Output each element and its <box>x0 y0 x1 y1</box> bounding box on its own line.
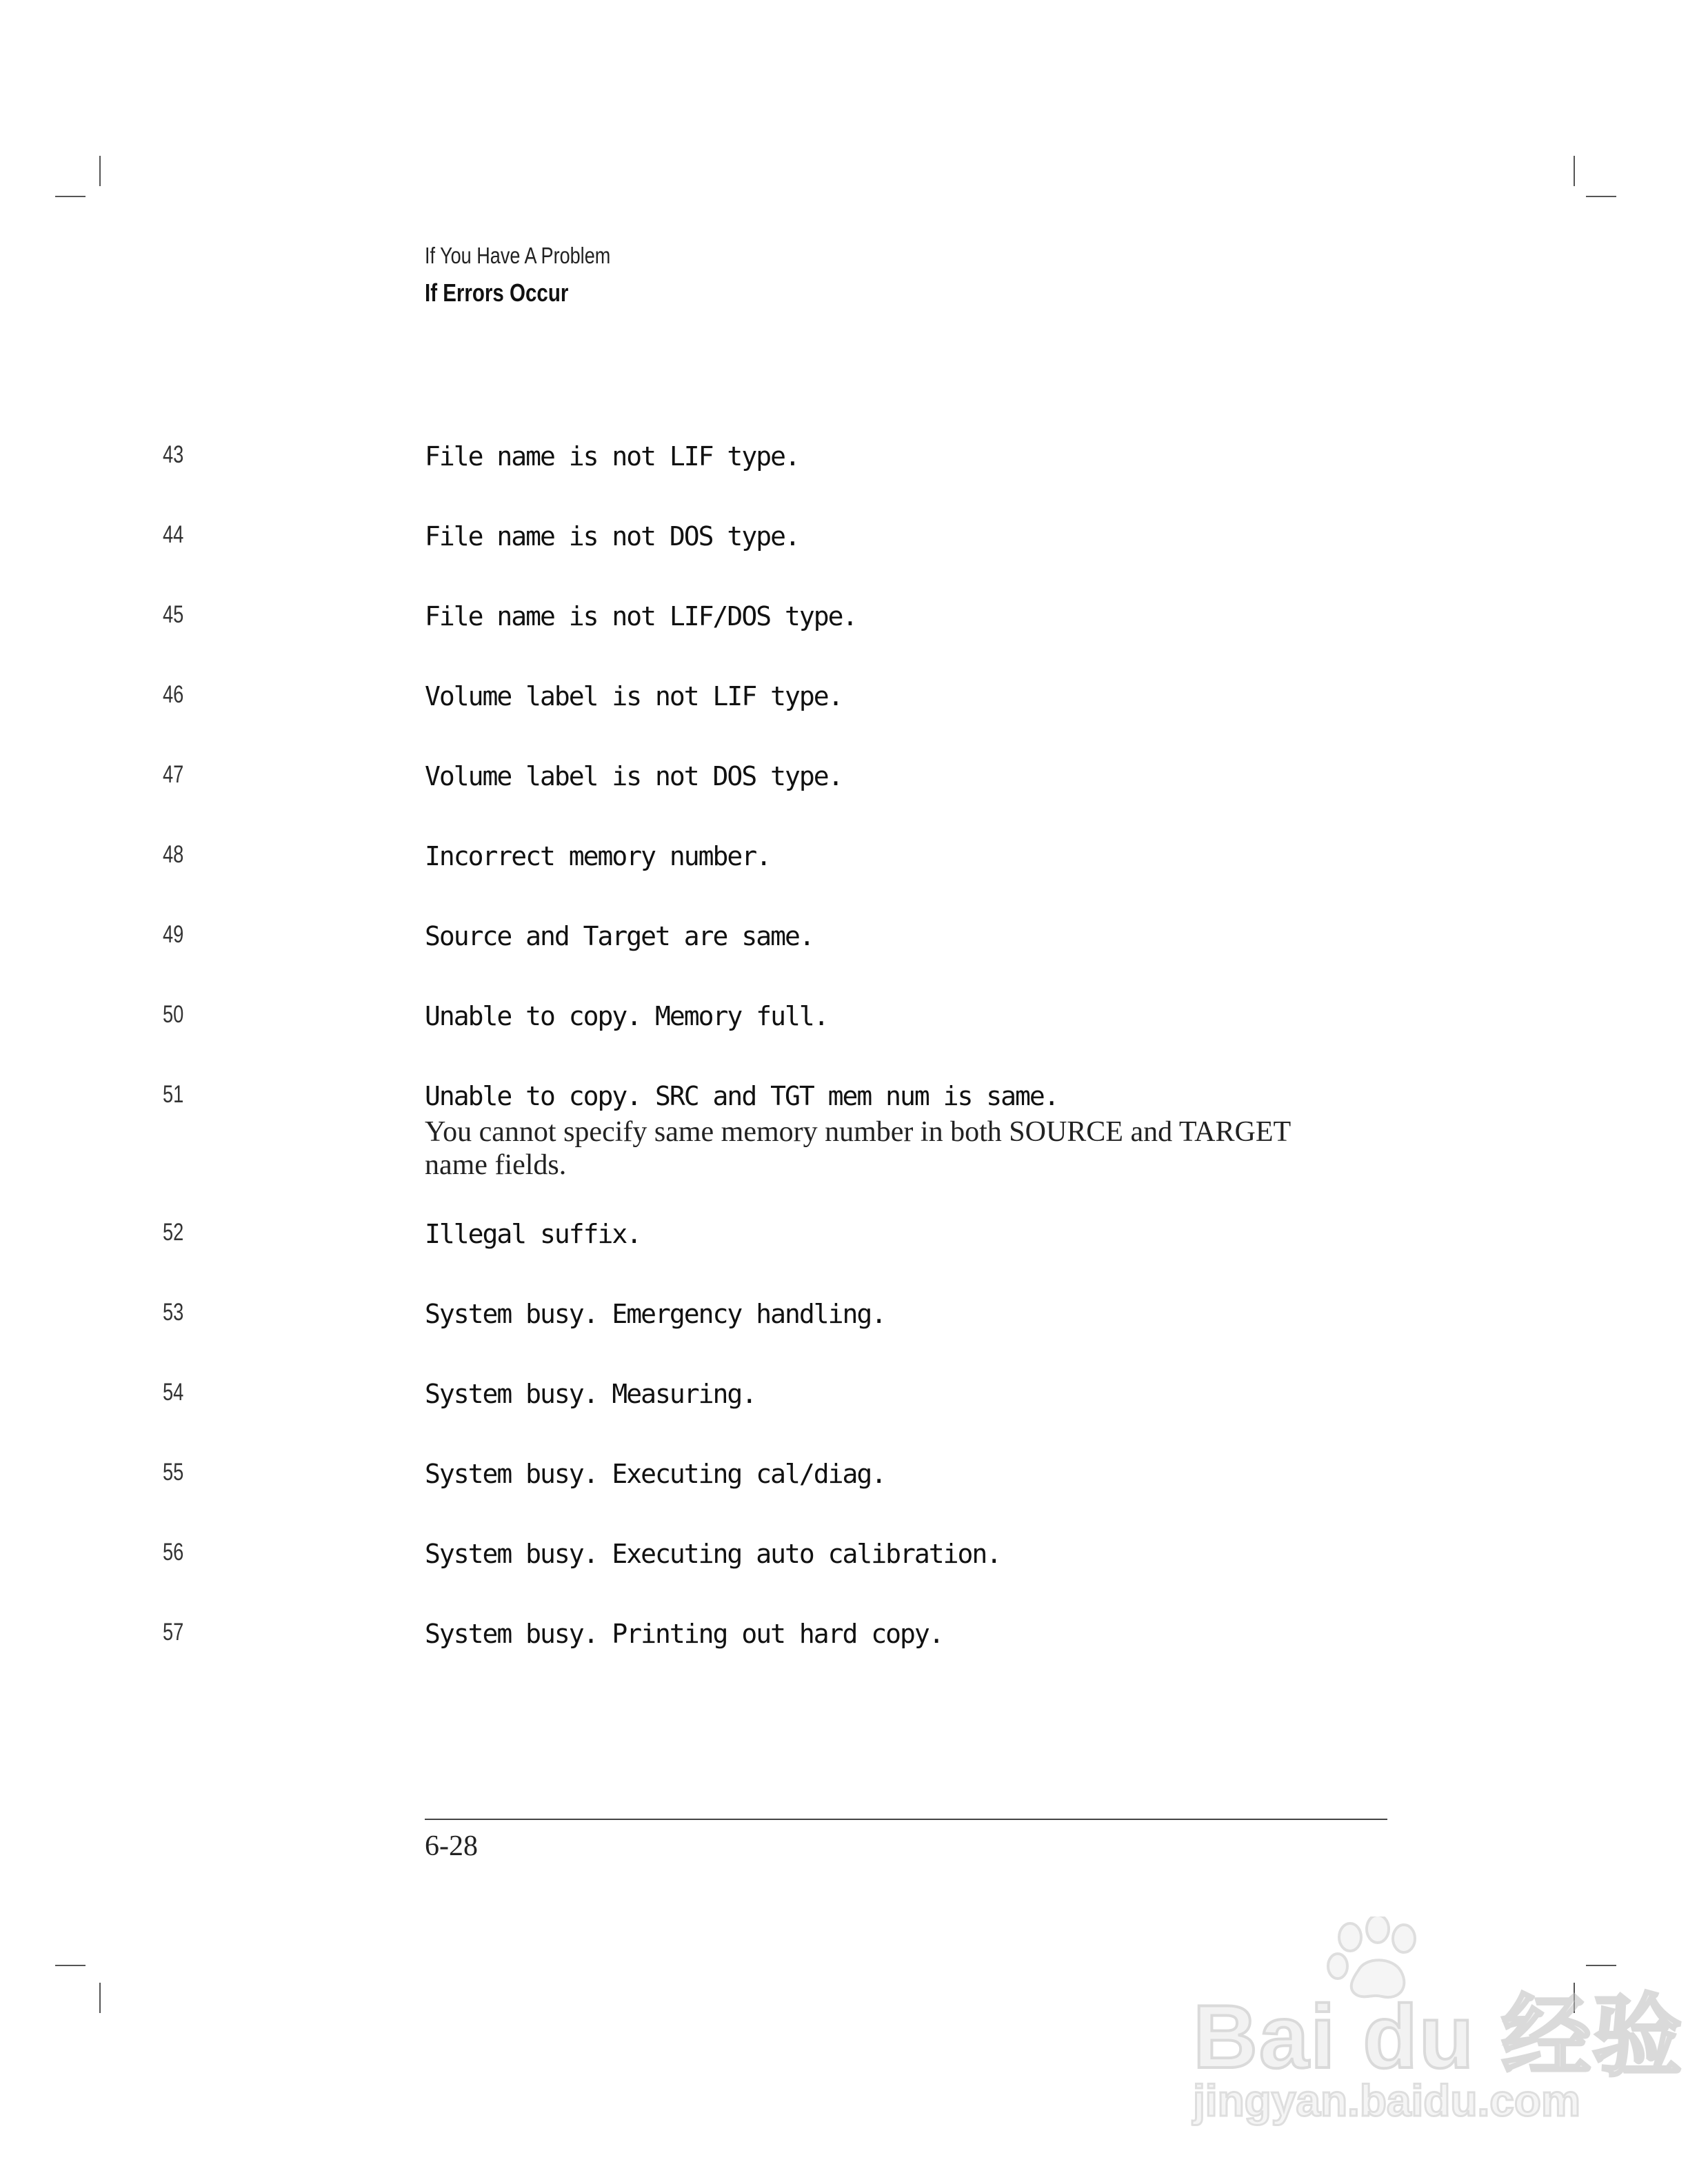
error-number: 55 <box>163 1459 184 1486</box>
error-message: File name is not DOS type. <box>425 521 799 552</box>
crop-mark-bottom-left-horizontal <box>55 1965 86 1966</box>
error-number: 53 <box>163 1299 184 1326</box>
error-number: 46 <box>163 681 184 708</box>
baidu-watermark <box>1186 1917 1684 2151</box>
crop-mark-top-right-vertical <box>1574 156 1575 186</box>
error-number: 56 <box>163 1539 184 1566</box>
error-number: 43 <box>163 441 184 468</box>
error-message: Unable to copy. SRC and TGT mem num is same. <box>425 1081 1058 1111</box>
error-note: You cannot specify same memory number in both SOURCE and TARGET name fields. <box>425 1116 1291 1181</box>
error-message: Volume label is not LIF type. <box>425 681 843 711</box>
error-number: 51 <box>163 1081 184 1108</box>
running-header <box>425 243 651 307</box>
watermark-url: jingyan.baidu.com <box>1193 2076 1580 2125</box>
error-number: 50 <box>163 1001 184 1028</box>
error-message: Unable to copy. Memory full. <box>425 1001 828 1031</box>
error-number: 54 <box>163 1379 184 1406</box>
crop-mark-top-left-vertical <box>99 156 101 186</box>
error-message: System busy. Measuring. <box>425 1379 756 1409</box>
error-message: Volume label is not DOS type. <box>425 761 843 791</box>
error-number: 49 <box>163 921 184 948</box>
error-message: Incorrect memory number. <box>425 841 771 871</box>
error-number: 57 <box>163 1619 184 1646</box>
error-message: Source and Target are same. <box>425 921 814 951</box>
page-number: 6-28 <box>425 1830 478 1862</box>
crop-mark-top-right-horizontal <box>1586 196 1616 197</box>
error-number: 48 <box>163 841 184 868</box>
error-number: 45 <box>163 601 184 628</box>
error-message: File name is not LIF/DOS type. <box>425 601 857 631</box>
error-message: System busy. Emergency handling. <box>425 1299 886 1329</box>
error-message: File name is not LIF type. <box>425 441 799 472</box>
footer-rule <box>425 1819 1387 1820</box>
error-message: System busy. Executing auto calibration. <box>425 1539 1001 1569</box>
error-number: 52 <box>163 1219 184 1246</box>
subsection-title: If Errors Occur <box>425 279 569 307</box>
crop-mark-top-left-horizontal <box>55 196 86 197</box>
error-number: 44 <box>163 521 184 548</box>
section-title: If You Have A Problem <box>425 243 611 268</box>
error-message: System busy. Executing cal/diag. <box>425 1459 886 1489</box>
error-number: 47 <box>163 761 184 788</box>
watermark-logo-text: Bai du 经验 <box>1193 1986 1684 2087</box>
error-message: System busy. Printing out hard copy. <box>425 1619 943 1649</box>
error-message: Illegal suffix. <box>425 1219 641 1249</box>
crop-mark-bottom-left-vertical <box>99 1983 101 2013</box>
